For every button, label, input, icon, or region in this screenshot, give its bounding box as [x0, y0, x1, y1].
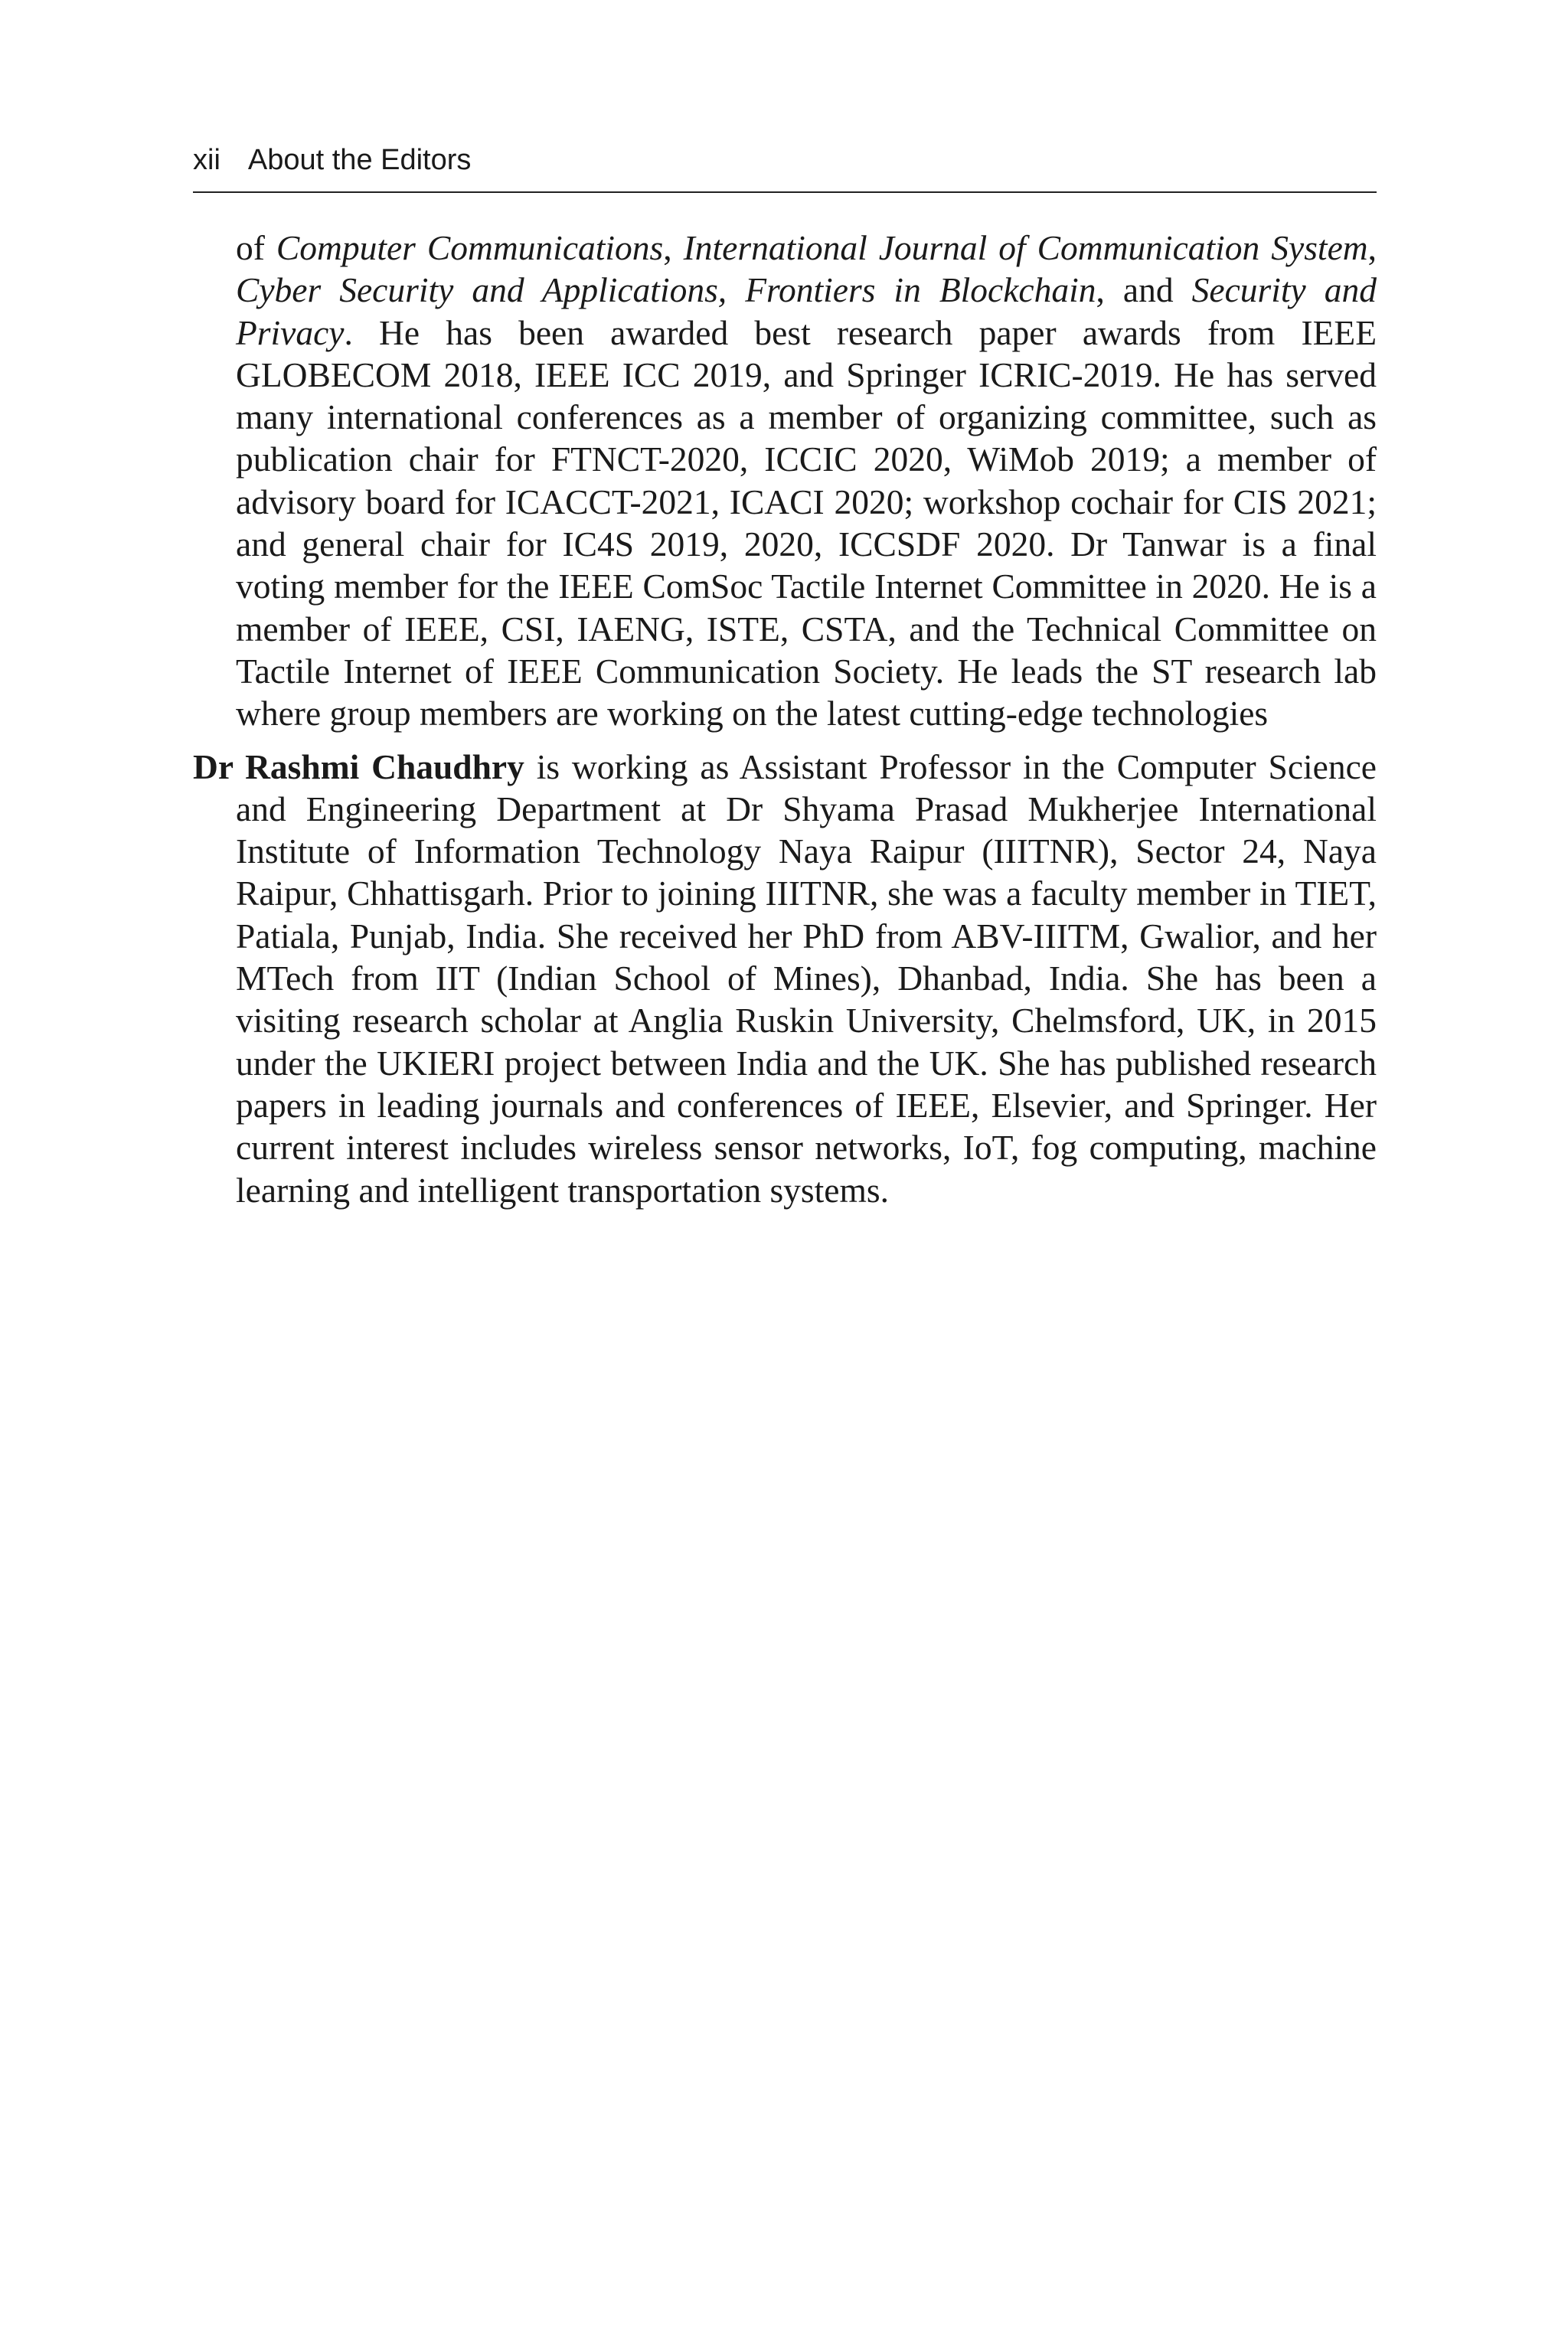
- bio-text: . He has been awarded best research paper awards from IEEE GLOBECOM 2018, IEEE ICC 2019, and Springer ICRIC-2019. He has served many international conferences as a member of organizing committee, such as publication chair for FTNCT-2020, ICCIC 2020, WiMob 2019; a member of advisory board for ICACCT-2021, ICACI 2020; workshop cochair for CIS 2021; and general chair for IC4S 2019, 2020, ICCSDF 2020. Dr Tanwar is a final voting member for the IEEE ComSoc Tactile Internet Committee in 2020. He is a member of IEEE, CSI, IAENG, ISTE, CSTA, and the Technical Committee on Tactile Internet of IEEE Communication Society. He leads the ST research lab where group members are working on the latest cutting-edge technologies: [236, 312, 1377, 733]
- editor-name: Dr Rashmi Chaudhry: [193, 746, 524, 786]
- journal-title: Security and Privacy: [236, 270, 1377, 352]
- running-header: [193, 142, 1377, 191]
- page-body: [193, 227, 1377, 1211]
- bio-text: ,: [663, 228, 684, 267]
- editor-bio-entry: [193, 746, 1377, 1211]
- bio-text: ,: [1367, 228, 1377, 267]
- running-title: About the Editors: [247, 144, 472, 176]
- bio-text: of: [236, 228, 276, 267]
- bio-text: , and: [1096, 270, 1192, 310]
- journal-title: Computer Communications: [276, 228, 664, 267]
- bio-continuation-paragraph: [193, 227, 1377, 735]
- journal-title: Cyber Security and Applications, Frontiers in Blockchain: [236, 270, 1096, 310]
- page-number: xii: [193, 144, 220, 176]
- journal-title: International Journal of Communication System: [683, 228, 1368, 267]
- bio-text: is working as Assistant Professor in the Computer Science and Engineering Department at Dr Shyama Prasad Mukherjee International Institute of Information Technology Naya Raipur (IIITNR), Sector 24, Naya Raipur, Chhattisgarh. Prior to joining IIITNR, she was a faculty member in TIET, Patiala, Punjab, India. She received her PhD from ABV-IIITM, Gwalior, and her MTech from IIT (Indian School of Mines), Dhanbad, India. She has been a visiting research scholar at Anglia Ruskin University, Chelmsford, UK, in 2015 under the UKIERI project between India and the UK. She has published research papers in leading journals and conferences of IEEE, Elsevier, and Springer. Her current interest includes wireless sensor networks, IoT, fog computing, machine learning and intelligent transportation systems.: [236, 746, 1377, 1210]
- header-rule: [193, 191, 1377, 193]
